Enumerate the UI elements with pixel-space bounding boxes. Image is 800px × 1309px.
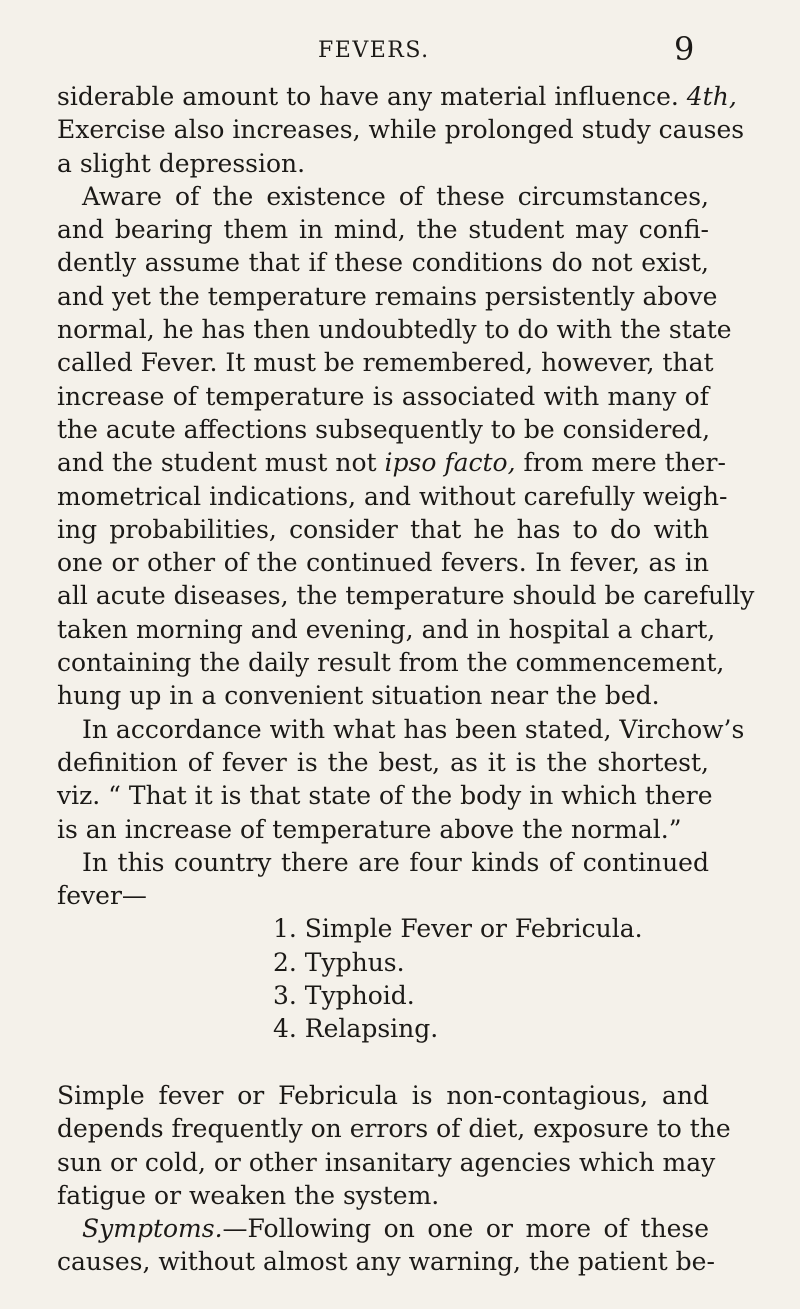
spacer — [57, 1046, 709, 1079]
list-item: 3. Typhoid. — [273, 981, 415, 1011]
text-line: normal, he has then undoubtedly to do with the state — [57, 315, 732, 345]
text-line: and yet the temperature remains persistently above — [57, 281, 718, 311]
text-line: fever— — [57, 881, 147, 911]
running-head: FEVERS. — [318, 38, 430, 63]
list-item: 2. Typhus. — [273, 947, 405, 977]
paragraph-5 — [57, 1079, 731, 1212]
text-line: the acute affections subsequently to be considered, — [57, 414, 711, 444]
text-line: causes, without almost any warning, the patient be- — [57, 1247, 715, 1277]
body-text — [57, 80, 755, 1279]
italic-text: ipso facto, — [384, 448, 516, 478]
text-line: one or other of the continued fevers. In fever, as in — [57, 548, 709, 578]
page-header — [0, 30, 800, 78]
italic-text: Symptoms. — [82, 1214, 223, 1244]
text-line: taken morning and evening, and in hospital a chart, — [57, 614, 716, 644]
text-line: all acute diseases, the temperature should be carefully — [57, 581, 755, 611]
text-line: fatigue or weaken the system. — [57, 1180, 440, 1210]
text-line: sun or cold, or other insanitary agencies which may — [57, 1147, 716, 1177]
list-item: 1. Simple Fever or Febricula. — [273, 914, 643, 944]
text-line: is an increase of temperature above the normal.” — [57, 814, 682, 844]
text-run: —Following on one or more of these — [222, 1214, 709, 1244]
text-line: viz. “ That it is that state of the body in which there — [57, 781, 713, 811]
paragraph-6 — [57, 1212, 715, 1279]
text-line: containing the daily result from the commencement, — [57, 648, 725, 678]
text-line: ing probabilities, consider that he has to do with — [57, 514, 709, 544]
paragraph-2 — [57, 180, 755, 713]
fever-kinds-list — [57, 912, 709, 1045]
text-line: In this country there are four kinds of continued — [82, 847, 709, 877]
text-line: a slight depression. — [57, 148, 306, 178]
text-line: hung up in a convenient situation near the bed. — [57, 681, 660, 711]
text-line: dently assume that if these conditions do not exist, — [57, 248, 709, 278]
text-line: In accordance with what has been stated, Virchow’s — [82, 714, 745, 744]
text-line: mometrical indications, and without carefully weigh- — [57, 481, 728, 511]
text-line: definition of fever is the best, as it is the shortest, — [57, 747, 709, 777]
text-line — [57, 1212, 709, 1245]
text-line: and bearing them in mind, the student may confi- — [57, 215, 709, 245]
text-run: from mere ther- — [515, 448, 726, 478]
text-line: depends frequently on errors of diet, exposure to the — [57, 1114, 731, 1144]
text-run: siderable amount to have any material influence. — [57, 82, 687, 111]
text-line — [57, 446, 726, 479]
page-number: 9 — [674, 30, 695, 68]
list-item: 4. Relapsing. — [273, 1014, 439, 1044]
text-run: and the student must not — [57, 448, 385, 478]
text-line: Simple fever or Febricula is non-contagious, and — [57, 1080, 709, 1110]
paragraph-1 — [57, 80, 745, 180]
paragraph-3 — [57, 713, 745, 846]
paragraph-4 — [57, 846, 709, 913]
text-line: Exercise also increases, while prolonged study causes — [57, 115, 745, 145]
italic-text: 4th, — [686, 82, 737, 111]
text-line: increase of temperature is associated with many of — [57, 381, 709, 411]
text-line: called Fever. It must be remembered, however, that — [57, 348, 714, 378]
text-line: Aware of the existence of these circumstances, — [82, 181, 709, 211]
text-line — [57, 80, 737, 113]
